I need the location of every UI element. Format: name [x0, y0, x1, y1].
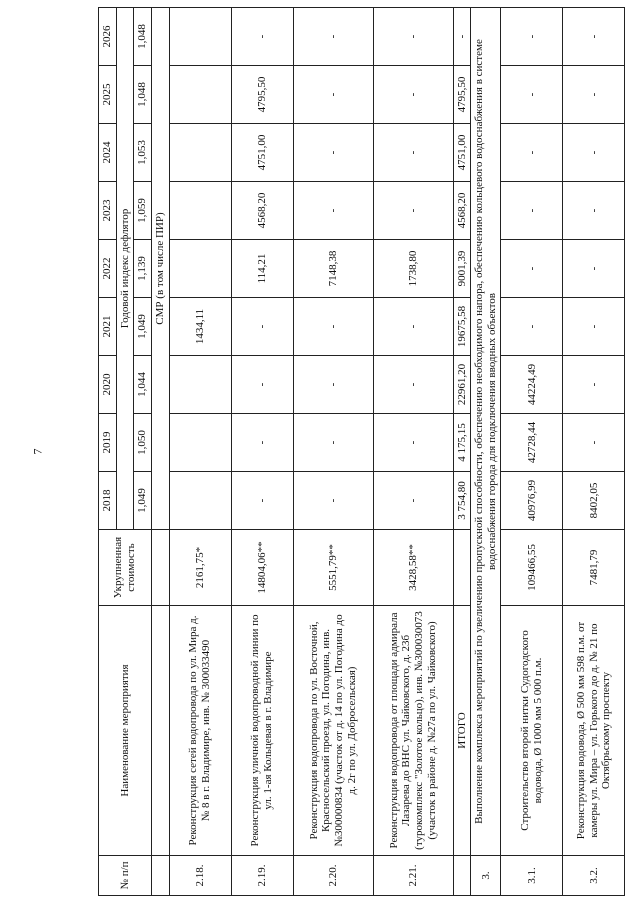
- row-cost: 7481,79: [563, 530, 625, 606]
- row-value: -: [373, 8, 453, 66]
- row-cost: 3428,58**: [373, 530, 453, 606]
- row-cost: 109466,55: [501, 530, 563, 606]
- row-value: -: [563, 298, 625, 356]
- itogo-value: 4751,00: [453, 124, 471, 182]
- row-value: 114,21: [231, 240, 293, 298]
- row-value: -: [501, 8, 563, 66]
- row-value: -: [293, 298, 373, 356]
- row-value: -: [373, 472, 453, 530]
- year-2020: 2020: [99, 356, 117, 414]
- itogo-value: 4795,50: [453, 66, 471, 124]
- table-row: [169, 8, 231, 896]
- row-value: 1434,11: [169, 298, 231, 356]
- row-name: Реконструкция сетей водопровода по ул. Мира д. № 8 в г. Владимире, инв. № 300033490: [169, 606, 231, 856]
- row-value: -: [501, 298, 563, 356]
- row-cost: 2161,75*: [169, 530, 231, 606]
- deflator-value: 1,048: [134, 66, 152, 124]
- section-title: Выполнение комплекса мероприятий по увеличению пропускной способности, обеспечению необходимого напора, обеспечению кольцевого водоснабжения в системе водоснабжения города для подключения вводных объектов: [471, 8, 501, 856]
- row-value: 4568,20: [231, 182, 293, 240]
- deflator-value: 1,050: [134, 414, 152, 472]
- row-num: 2.21.: [373, 856, 453, 896]
- page-number: 7: [30, 448, 45, 455]
- row-value: -: [231, 472, 293, 530]
- row-cost: 14804,06**: [231, 530, 293, 606]
- row-value: -: [563, 124, 625, 182]
- section-3-row: [471, 8, 501, 896]
- smr-label: СМР (в том числе ПИР): [151, 8, 169, 530]
- row-num: 3.2.: [563, 856, 625, 896]
- row-value: -: [373, 124, 453, 182]
- row-value: -: [231, 356, 293, 414]
- row-value: -: [293, 182, 373, 240]
- row-value: [169, 66, 231, 124]
- year-2018: 2018: [99, 472, 117, 530]
- section-num: 3.: [471, 856, 501, 896]
- deflator-title: Годовой индекс дефлятор: [116, 8, 134, 530]
- itogo-value: 9001,39: [453, 240, 471, 298]
- row-value: -: [293, 356, 373, 414]
- row-value: -: [501, 182, 563, 240]
- row-value: -: [293, 8, 373, 66]
- row-value: 8402,05: [563, 472, 625, 530]
- itogo-value: 4568,20: [453, 182, 471, 240]
- deflator-value: 1,059: [134, 182, 152, 240]
- header-name: Наименование мероприятия: [99, 606, 152, 856]
- row-value: [169, 356, 231, 414]
- deflator-value: 1,048: [134, 8, 152, 66]
- row-value: -: [563, 356, 625, 414]
- row-num: 2.20.: [293, 856, 373, 896]
- investment-table-sheet: [98, 8, 634, 896]
- row-value: -: [563, 182, 625, 240]
- row-value: -: [563, 414, 625, 472]
- smr-row: [151, 8, 169, 896]
- header-cost: Укрупненная стоимость: [99, 530, 152, 606]
- itogo-value: 22961,20: [453, 356, 471, 414]
- row-cost: 5551,79**: [293, 530, 373, 606]
- row-num: 3.1.: [501, 856, 563, 896]
- row-value: -: [501, 66, 563, 124]
- row-value: 40976,99: [501, 472, 563, 530]
- row-name: Реконструкция водопровода от площади адмирала Лазарева до ВНС ул. Чайковского, д. 23б (турокомплекс "Золотое кольцо), инв. №300030073 (участок в районе д. №27а по ул. Чайковского): [373, 606, 453, 856]
- deflator-value: 1,044: [134, 356, 152, 414]
- row-value: -: [231, 8, 293, 66]
- row-value: -: [293, 414, 373, 472]
- row-value: -: [563, 66, 625, 124]
- year-2025: 2025: [99, 66, 117, 124]
- row-value: 1738,80: [373, 240, 453, 298]
- deflator-value: 1,049: [134, 298, 152, 356]
- row-value: 44224,49: [501, 356, 563, 414]
- year-2023: 2023: [99, 182, 117, 240]
- investment-table: [98, 7, 625, 896]
- row-num: 2.19.: [231, 856, 293, 896]
- row-value: 4795,50: [231, 66, 293, 124]
- row-num: 2.18.: [169, 856, 231, 896]
- header-num: № п/п: [99, 856, 152, 896]
- table-row: [501, 8, 563, 896]
- deflator-value: 1,053: [134, 124, 152, 182]
- deflator-value: 1,049: [134, 472, 152, 530]
- table-row: [373, 8, 453, 896]
- year-2021: 2021: [99, 298, 117, 356]
- row-value: -: [373, 182, 453, 240]
- row-value: -: [231, 414, 293, 472]
- row-value: -: [373, 298, 453, 356]
- row-name: Реконструкция уличной водопроводной линии по ул. 1-ая Кольцевая в г. Владимире: [231, 606, 293, 856]
- itogo-row: [453, 8, 471, 896]
- year-2024: 2024: [99, 124, 117, 182]
- row-value: [169, 414, 231, 472]
- row-value: -: [501, 124, 563, 182]
- row-name: Реконструкция водопровода по ул. Восточной, Красносельский проезд, ул. Погодина, инв. №300000834 (участок от д. 14 по ул. Погодина до д. 2г по ул. Добросельская): [293, 606, 373, 856]
- itogo-value: 4 175,15: [453, 414, 471, 472]
- itogo-value: 19675,58: [453, 298, 471, 356]
- itogo-label: ИТОГО: [453, 606, 471, 856]
- row-value: [169, 182, 231, 240]
- row-value: -: [231, 298, 293, 356]
- row-value: [169, 240, 231, 298]
- year-2019: 2019: [99, 414, 117, 472]
- row-name: Реконструкция водовода, Ø 500 мм 598 п.м. от камеры ул. Мира – ул. Горького до д. № 21 по Октябрьскому проспекту: [563, 606, 625, 856]
- table-row: [563, 8, 625, 896]
- row-value: -: [563, 8, 625, 66]
- year-2026: 2026: [99, 8, 117, 66]
- row-value: [169, 124, 231, 182]
- row-value: 4751,00: [231, 124, 293, 182]
- row-value: -: [293, 66, 373, 124]
- header-row-years: [99, 8, 117, 896]
- row-value: [169, 8, 231, 66]
- year-2022: 2022: [99, 240, 117, 298]
- row-value: -: [373, 356, 453, 414]
- row-value: 42728,44: [501, 414, 563, 472]
- row-value: -: [373, 66, 453, 124]
- itogo-value: -: [453, 8, 471, 66]
- row-value: [169, 472, 231, 530]
- row-value: -: [293, 124, 373, 182]
- row-value: 7148,38: [293, 240, 373, 298]
- table-row: [293, 8, 373, 896]
- table-row: [231, 8, 293, 896]
- row-value: -: [293, 472, 373, 530]
- row-name: Строительство второй нитки Судогодского водовода, Ø 1000 мм 5 000 п.м.: [501, 606, 563, 856]
- itogo-value: 3 754,80: [453, 472, 471, 530]
- row-value: -: [563, 240, 625, 298]
- row-value: -: [501, 240, 563, 298]
- deflator-value: 1,139: [134, 240, 152, 298]
- row-value: -: [373, 414, 453, 472]
